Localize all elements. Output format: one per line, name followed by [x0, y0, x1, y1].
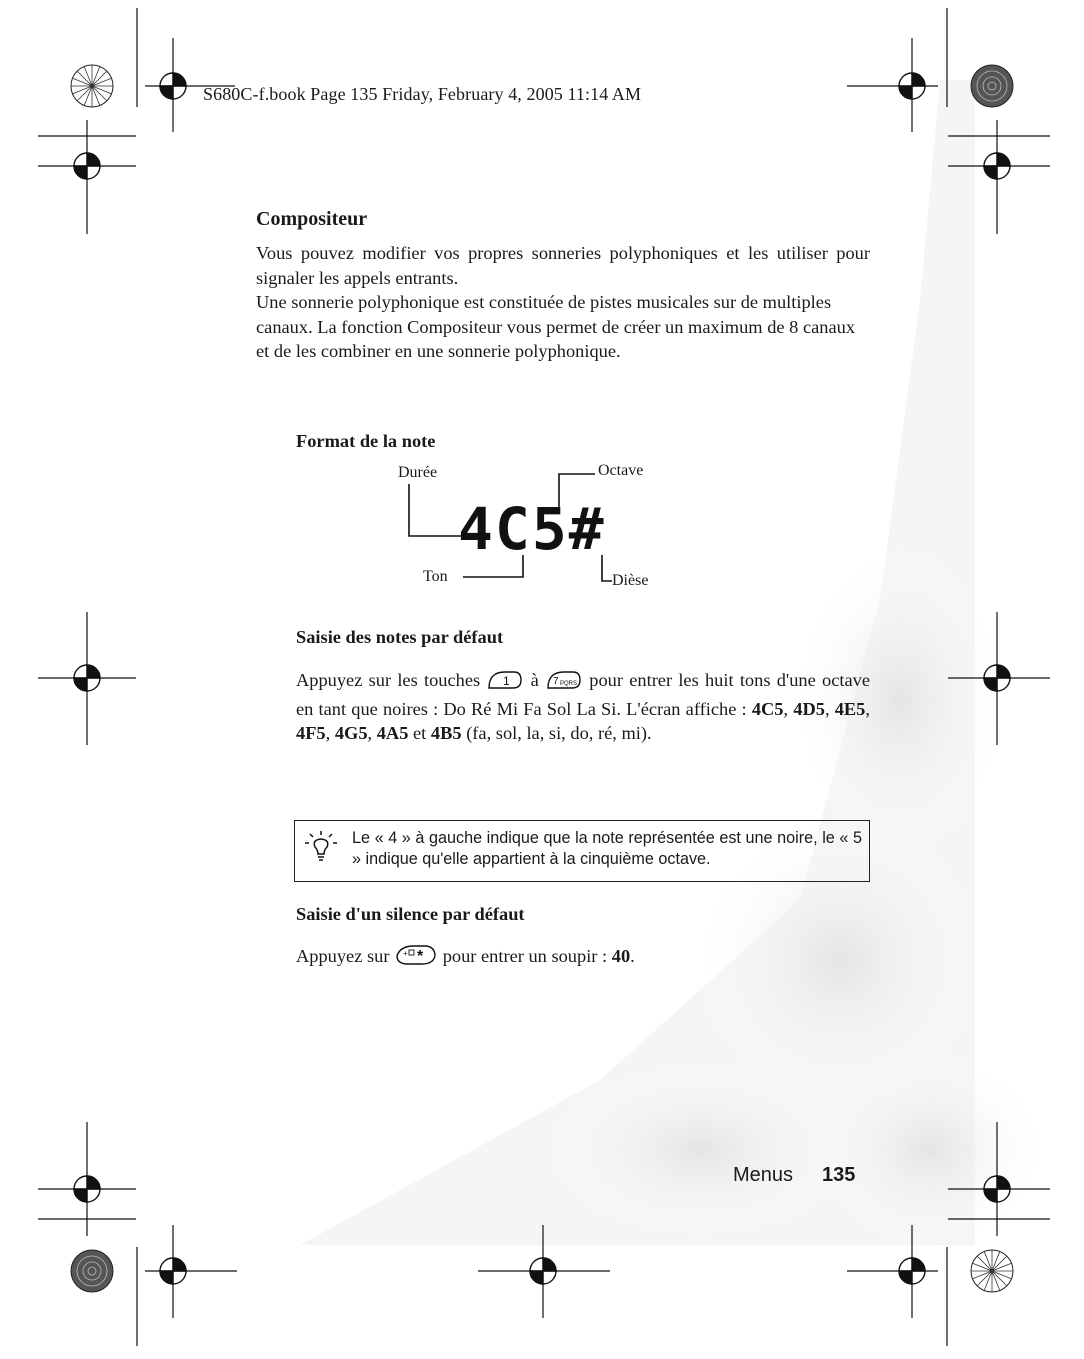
svg-text:PQRS: PQRS — [560, 681, 578, 687]
footer-section: Menus — [733, 1164, 794, 1186]
svg-text:1: 1 — [503, 674, 511, 688]
default-notes-title: Saisie des notes par défaut — [296, 627, 504, 647]
note-display: 4C5# — [458, 495, 606, 563]
key-1-icon — [486, 670, 524, 697]
tip-box — [294, 820, 870, 882]
svg-text:7: 7 — [553, 676, 559, 687]
paragraph-polyphonic: Une sonnerie polyphonique est constituée de pistes musicales sur de multiples canaux. La fonction Compositeur vous permet de créer un maximum de 8 canaux et de les combiner en une sonnerie polyphonique. — [256, 292, 856, 362]
key-star-icon — [394, 944, 438, 973]
key-7pqrs-icon — [545, 670, 583, 697]
paragraph-intro: Vous pouvez modifier vos propres sonneries polyphoniques et les utiliser pour signaler les appels entrants. — [256, 243, 870, 288]
label-ton: Ton — [423, 568, 448, 585]
print-header: S680C-f.book Page 135 Friday, February 4, 2005 11:14 AM — [203, 84, 642, 104]
lightbulb-icon — [304, 830, 338, 864]
page-number: 135 — [822, 1164, 856, 1186]
note-format-title: Format de la note — [296, 431, 436, 451]
intro-section — [256, 208, 870, 364]
section-title: Compositeur — [256, 208, 368, 230]
default-rest-text: Appuyez sur + * pour entrer un soupir : 40. — [296, 944, 870, 973]
default-notes-text: Appuyez sur les touches 1 à 7 PQRS pour entrer les huit tons d'une octave en tant que noires : Do Ré Mi Fa Sol La Si. L'écran affiche : 4C5, 4D5, 4E5, 4F5, 4G5, 4A5 et 4B5 (fa, sol, la, si, do, ré, mi). — [296, 670, 870, 744]
label-octave: Octave — [598, 462, 644, 479]
svg-text:*: * — [417, 948, 424, 965]
label-diese: Dièse — [612, 572, 649, 589]
tip-text: Le « 4 » à gauche indique que la note représentée est une noire, le « 5 » indique qu'elle appartient à la cinquième octave. — [352, 829, 862, 868]
svg-text:+: + — [403, 949, 408, 958]
default-rest-title: Saisie d'un silence par défaut — [296, 904, 525, 924]
label-duree: Durée — [398, 464, 438, 481]
